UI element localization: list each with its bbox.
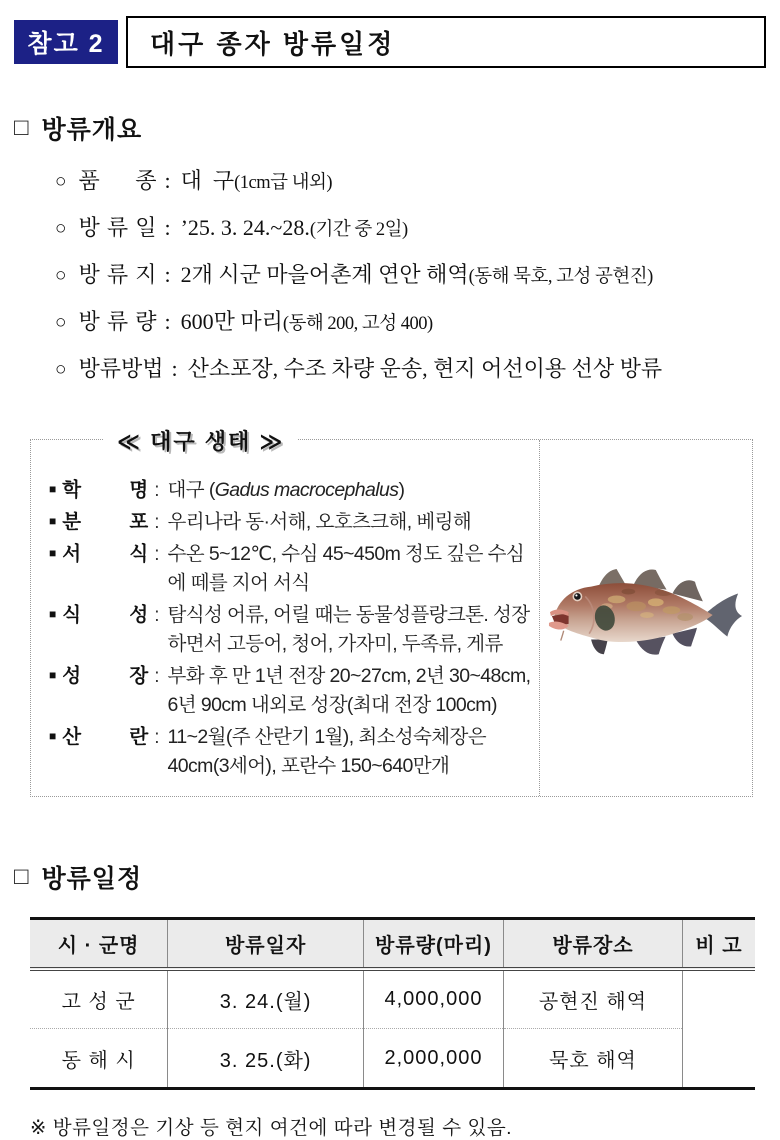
square-marker-icon: □: [14, 114, 29, 141]
list-item: [55, 305, 780, 352]
overview-item-label: 방 류 량: [78, 309, 157, 334]
release-schedule-table: [30, 917, 755, 1090]
ecology-item-text: 수온 5~12℃, 수심 45~450m 정도 깊은 수심에 떼를 지어 서식: [167, 543, 525, 594]
ecology-item-label: 식 성: [62, 604, 149, 626]
cell-note: [682, 969, 755, 1029]
scientific-name: Gadus macrocephalus: [214, 479, 399, 501]
ecology-item-label: 서 식: [62, 543, 149, 565]
circle-bullet-icon: ○: [55, 312, 67, 333]
list-item: [55, 352, 780, 399]
separator-colon: :: [154, 666, 160, 687]
square-bullet-icon: ■: [49, 607, 57, 621]
ecology-item-text: 우리나라 동·서해, 오호츠크해, 베링해: [167, 511, 472, 533]
ecology-text-panel: [31, 440, 539, 796]
ecology-info-box: [30, 429, 753, 797]
ecology-item-label: 성 장: [62, 665, 149, 687]
cell-quantity: 4,000,000: [364, 969, 504, 1029]
reference-badge: 참고 2: [14, 20, 118, 64]
circle-bullet-icon: ○: [55, 359, 67, 380]
list-item: [49, 662, 533, 720]
list-item: [49, 540, 533, 598]
separator-colon: :: [154, 605, 160, 626]
page-title: 대구 종자 방류일정: [126, 16, 766, 68]
section-heading-schedule: [14, 859, 780, 895]
square-bullet-icon: ■: [49, 668, 57, 682]
overview-item-label: 방류방법: [78, 356, 164, 381]
list-item: [49, 723, 533, 781]
schedule-footnote: ※ 방류일정은 기상 등 현지 여건에 따라 변경될 수 있음.: [30, 1117, 513, 1139]
overview-item-note: (동해 200, 고성 400): [282, 314, 433, 334]
list-item: [55, 211, 780, 258]
ecology-item-text: [168, 476, 533, 505]
col-header-date: 방류일자: [168, 919, 364, 969]
overview-item-value: 2개 시군 마을어촌계 연안 해역: [180, 262, 469, 287]
overview-item-value: 600만 마리: [180, 309, 283, 334]
list-item: [55, 164, 780, 211]
cod-fish-image: [548, 562, 744, 674]
ecology-item-text: 부화 후 만 1년 전장 20~27cm, 2년 30~48cm, 6년 90cm 내외로 성장(최대 전장 100cm): [167, 665, 531, 716]
square-bullet-icon: ■: [49, 546, 57, 560]
overview-item-label: 방 류 지: [78, 262, 157, 287]
ecology-box-title: ≪ 대구 생태 ≫: [103, 425, 298, 456]
list-item: [49, 601, 533, 659]
overview-item-note: (1cm급 내외): [234, 173, 333, 193]
table-header-row: [30, 919, 755, 969]
section-heading-label: 방류개요: [41, 116, 143, 144]
square-bullet-icon: ■: [49, 482, 57, 496]
separator-colon: :: [164, 168, 171, 193]
separator-colon: :: [171, 356, 178, 381]
ecology-item-label: 분 포: [62, 511, 149, 533]
ecology-item-label: 학 명: [62, 479, 149, 501]
separator-colon: :: [154, 727, 160, 748]
separator-colon: :: [154, 480, 160, 501]
cell-city: 고 성 군: [30, 969, 168, 1029]
cell-date: 3. 24.(월): [168, 969, 364, 1029]
overview-item-value: 대 구: [180, 168, 235, 193]
overview-item-label: 방 류 일: [78, 215, 157, 240]
table-row: [30, 1029, 755, 1089]
document-header: [14, 16, 766, 68]
cell-place: 묵호 해역: [503, 1029, 682, 1089]
circle-bullet-icon: ○: [55, 218, 67, 239]
list-item: [55, 258, 780, 305]
list-item: [49, 476, 533, 505]
cell-note: [682, 1029, 755, 1089]
ecology-image-panel: [539, 440, 752, 796]
ecology-item-label: 산 란: [62, 726, 149, 748]
square-bullet-icon: ■: [49, 729, 57, 743]
section-heading-label: 방류일정: [41, 865, 143, 893]
col-header-note: 비 고: [682, 919, 755, 969]
separator-colon: :: [164, 215, 171, 240]
overview-item-note: (기간 중 2일): [309, 220, 408, 240]
ecology-item-text: 11~2월(주 산란기 1월), 최소성숙체장은 40cm(3세어), 포란수 150~640만개: [167, 726, 486, 777]
overview-item-value: ’25. 3. 24.~28.: [180, 215, 310, 240]
sci-name-suffix: ): [398, 479, 405, 501]
cell-date: 3. 25.(화): [168, 1029, 364, 1089]
cell-place: 공현진 해역: [503, 969, 682, 1029]
ecology-item-text: 탐식성 어류, 어릴 때는 동물성플랑크톤. 성장하면서 고등어, 청어, 가자미, 두족류, 게류: [167, 604, 530, 655]
separator-colon: :: [154, 544, 160, 565]
square-marker-icon: □: [14, 863, 29, 890]
sci-name-prefix: 대구 (: [167, 479, 215, 501]
cell-city: 동 해 시: [61, 1049, 136, 1072]
overview-item-note: (동해 묵호, 고성 공현진): [468, 267, 653, 287]
col-header-quantity: 방류량(마리): [364, 919, 504, 969]
list-item: [49, 508, 533, 537]
circle-bullet-icon: ○: [55, 265, 67, 286]
col-header-place: 방류장소: [503, 919, 682, 969]
separator-colon: :: [164, 262, 171, 287]
circle-bullet-icon: ○: [55, 171, 67, 192]
overview-list: [55, 164, 780, 399]
separator-colon: :: [164, 309, 171, 334]
overview-item-value: 산소포장, 수조 차량 운송, 현지 어선이용 선상 방류: [187, 356, 663, 381]
col-header-city: 시 · 군명: [30, 919, 168, 969]
cell-quantity: 2,000,000: [364, 1029, 504, 1089]
separator-colon: :: [154, 512, 160, 533]
table-row: [30, 969, 755, 1029]
section-heading-overview: [14, 110, 780, 146]
overview-item-label: 품 종: [78, 168, 157, 193]
square-bullet-icon: ■: [49, 514, 57, 528]
